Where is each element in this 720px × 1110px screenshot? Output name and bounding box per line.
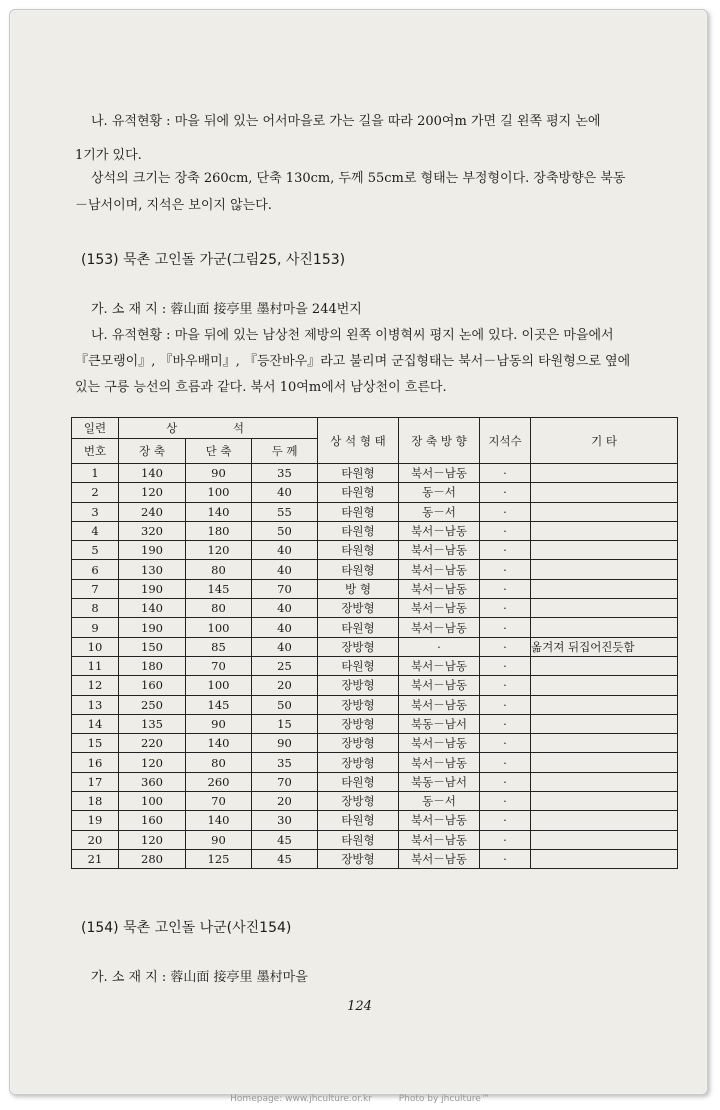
sec1-line3: 상석의 크기는 장축 260cm, 단축 130cm, 두께 55cm로 형태는 부정형이다. 장축방향은 북동 (91, 171, 626, 186)
sec1-line4: －남서이며, 지석은 보이지 않는다. (75, 198, 272, 213)
cell-short: 145 (186, 579, 252, 598)
heading-153: (153) 묵촌 고인돌 가군(그림25, 사진153) (81, 252, 346, 268)
header-support: 지석수 (480, 418, 531, 464)
cell-long: 360 (119, 772, 186, 791)
sec2-line3: 『큰모랭이』, 『바우배미』, 『등잔바우』라고 불리며 군집형태는 북서－남동의 타원형으로 옆에 (75, 354, 631, 369)
cell-shape: 장방형 (318, 676, 399, 695)
cell-shape: 장방형 (318, 753, 399, 772)
cell-support: · (480, 464, 531, 483)
cell-long: 140 (119, 599, 186, 618)
cell-long: 180 (119, 656, 186, 675)
cell-etc (531, 541, 678, 560)
cell-thick: 50 (252, 521, 318, 540)
cell-direction: 북서－남동 (399, 521, 480, 540)
cell-no: 6 (72, 560, 119, 579)
cell-thick: 40 (252, 637, 318, 656)
sec1-line2: 1기가 있다. (75, 148, 142, 163)
cell-long: 250 (119, 695, 186, 714)
cell-etc (531, 734, 678, 753)
cell-thick: 45 (252, 849, 318, 868)
cell-no: 12 (72, 676, 119, 695)
cell-direction: 북서－남동 (399, 560, 480, 579)
cell-long: 280 (119, 849, 186, 868)
cell-short: 90 (186, 830, 252, 849)
table-row (72, 541, 678, 560)
cell-long: 190 (119, 618, 186, 637)
page-number: 124 (347, 999, 372, 1014)
cell-support: · (480, 560, 531, 579)
cell-thick: 55 (252, 502, 318, 521)
cell-etc (531, 772, 678, 791)
cell-shape: 장방형 (318, 714, 399, 733)
cell-etc (531, 464, 678, 483)
cell-support: · (480, 734, 531, 753)
table-row (72, 676, 678, 695)
cell-thick: 30 (252, 811, 318, 830)
cell-etc (531, 811, 678, 830)
cell-direction: 북서－남동 (399, 656, 480, 675)
table-row (72, 483, 678, 502)
footer-homepage[interactable]: Homepage: www.jhculture.or.kr (230, 1094, 372, 1104)
cell-thick: 70 (252, 772, 318, 791)
cell-thick: 40 (252, 599, 318, 618)
cell-short: 145 (186, 695, 252, 714)
cell-etc: 옮겨져 뒤집어진듯함 (531, 637, 678, 656)
cell-no: 15 (72, 734, 119, 753)
cell-short: 140 (186, 502, 252, 521)
heading-154: (154) 묵촌 고인돌 나군(사진154) (81, 920, 292, 936)
cell-shape: 타원형 (318, 483, 399, 502)
cell-shape: 타원형 (318, 502, 399, 521)
cell-etc (531, 656, 678, 675)
cell-no: 9 (72, 618, 119, 637)
cell-shape: 장방형 (318, 695, 399, 714)
cell-etc (531, 618, 678, 637)
cell-thick: 35 (252, 464, 318, 483)
header-shape: 상 석 형 태 (318, 418, 399, 464)
table-row (72, 599, 678, 618)
cell-direction: 북동－남서 (399, 772, 480, 791)
cell-short: 85 (186, 637, 252, 656)
cell-short: 260 (186, 772, 252, 791)
footer-photo: Photo by jhculture™ (398, 1094, 490, 1104)
cell-long: 240 (119, 502, 186, 521)
cell-support: · (480, 792, 531, 811)
cell-support: · (480, 772, 531, 791)
cell-direction: 북서－남동 (399, 753, 480, 772)
header-etc: 기 타 (531, 418, 678, 464)
table-row (72, 695, 678, 714)
cell-shape: 장방형 (318, 792, 399, 811)
table-row (72, 560, 678, 579)
cell-short: 100 (186, 483, 252, 502)
sec2-line2: 나. 유적현황 : 마을 뒤에 있는 남상천 제방의 왼쪽 이병혁씨 평지 논에 있다. 이곳은 마을에서 (91, 328, 614, 343)
cell-short: 140 (186, 734, 252, 753)
cell-short: 125 (186, 849, 252, 868)
cell-no: 16 (72, 753, 119, 772)
cell-support: · (480, 656, 531, 675)
cell-no: 21 (72, 849, 119, 868)
dolmen-table (71, 417, 678, 869)
cell-thick: 25 (252, 656, 318, 675)
cell-short: 70 (186, 792, 252, 811)
footer (0, 1094, 720, 1104)
cell-shape: 타원형 (318, 772, 399, 791)
cell-short: 180 (186, 521, 252, 540)
cell-short: 120 (186, 541, 252, 560)
table-row (72, 734, 678, 753)
cell-short: 100 (186, 676, 252, 695)
table-row (72, 753, 678, 772)
cell-direction: 북서－남동 (399, 811, 480, 830)
cell-etc (531, 599, 678, 618)
cell-thick: 40 (252, 618, 318, 637)
cell-long: 120 (119, 830, 186, 849)
table-body (72, 464, 678, 869)
cell-direction: 북서－남동 (399, 579, 480, 598)
table-row (72, 579, 678, 598)
cell-etc (531, 714, 678, 733)
cell-shape: 장방형 (318, 734, 399, 753)
cell-direction: 북서－남동 (399, 830, 480, 849)
cell-etc (531, 521, 678, 540)
cell-etc (531, 753, 678, 772)
cell-direction: · (399, 637, 480, 656)
cell-no: 10 (72, 637, 119, 656)
cell-shape: 타원형 (318, 656, 399, 675)
cell-long: 130 (119, 560, 186, 579)
cell-long: 140 (119, 464, 186, 483)
cell-no: 17 (72, 772, 119, 791)
cell-etc (531, 502, 678, 521)
cell-direction: 북서－남동 (399, 695, 480, 714)
cell-direction: 동－서 (399, 483, 480, 502)
cell-shape: 타원형 (318, 618, 399, 637)
cell-no: 4 (72, 521, 119, 540)
header-long: 장 축 (119, 439, 186, 464)
cell-short: 140 (186, 811, 252, 830)
cell-support: · (480, 695, 531, 714)
cell-etc (531, 830, 678, 849)
table-header-row-1 (72, 418, 678, 439)
cell-shape: 장방형 (318, 849, 399, 868)
cell-no: 14 (72, 714, 119, 733)
cell-support: · (480, 830, 531, 849)
cell-thick: 40 (252, 541, 318, 560)
header-stone: 상 석 (119, 418, 318, 439)
cell-shape: 타원형 (318, 830, 399, 849)
table-row (72, 830, 678, 849)
table-row (72, 502, 678, 521)
cell-no: 3 (72, 502, 119, 521)
cell-etc (531, 676, 678, 695)
cell-long: 135 (119, 714, 186, 733)
cell-short: 100 (186, 618, 252, 637)
cell-thick: 20 (252, 792, 318, 811)
cell-support: · (480, 502, 531, 521)
cell-long: 100 (119, 792, 186, 811)
cell-no: 1 (72, 464, 119, 483)
header-short: 단 축 (186, 439, 252, 464)
cell-long: 220 (119, 734, 186, 753)
table-row (72, 618, 678, 637)
cell-shape: 타원형 (318, 560, 399, 579)
cell-support: · (480, 521, 531, 540)
cell-direction: 동－서 (399, 502, 480, 521)
table-row (72, 811, 678, 830)
cell-thick: 20 (252, 676, 318, 695)
cell-direction: 북서－남동 (399, 676, 480, 695)
cell-long: 120 (119, 753, 186, 772)
cell-no: 8 (72, 599, 119, 618)
cell-shape: 장방형 (318, 637, 399, 656)
cell-long: 150 (119, 637, 186, 656)
sec1-line1: 나. 유적현황 : 마을 뒤에 있는 어서마을로 가는 길을 따라 200여m 가면 길 왼쪽 평지 논에 (91, 114, 601, 129)
cell-thick: 45 (252, 830, 318, 849)
table-row (72, 792, 678, 811)
sec2-line1: 가. 소 재 지 : 蓉山面 接亭里 墨村마을 244번지 (91, 302, 362, 317)
header-thick: 두 께 (252, 439, 318, 464)
table-row (72, 521, 678, 540)
cell-etc (531, 849, 678, 868)
cell-short: 80 (186, 560, 252, 579)
cell-shape: 방 형 (318, 579, 399, 598)
cell-direction: 북서－남동 (399, 734, 480, 753)
cell-etc (531, 695, 678, 714)
cell-direction: 북서－남동 (399, 849, 480, 868)
cell-thick: 40 (252, 483, 318, 502)
cell-short: 70 (186, 656, 252, 675)
cell-short: 90 (186, 464, 252, 483)
cell-thick: 35 (252, 753, 318, 772)
header-direction: 장 축 방 향 (399, 418, 480, 464)
cell-shape: 타원형 (318, 541, 399, 560)
cell-support: · (480, 676, 531, 695)
cell-short: 80 (186, 599, 252, 618)
cell-shape: 장방형 (318, 599, 399, 618)
page-frame (9, 9, 708, 1095)
cell-support: · (480, 714, 531, 733)
cell-long: 320 (119, 521, 186, 540)
cell-short: 80 (186, 753, 252, 772)
cell-long: 160 (119, 676, 186, 695)
cell-etc (531, 560, 678, 579)
cell-long: 160 (119, 811, 186, 830)
cell-direction: 동－서 (399, 792, 480, 811)
cell-support: · (480, 849, 531, 868)
cell-no: 5 (72, 541, 119, 560)
document-page (11, 11, 706, 1093)
cell-no: 19 (72, 811, 119, 830)
table-row (72, 637, 678, 656)
cell-direction: 북서－남동 (399, 541, 480, 560)
cell-long: 190 (119, 579, 186, 598)
table-row (72, 714, 678, 733)
cell-etc (531, 792, 678, 811)
cell-support: · (480, 753, 531, 772)
table-row (72, 849, 678, 868)
cell-thick: 40 (252, 560, 318, 579)
cell-support: · (480, 811, 531, 830)
cell-thick: 90 (252, 734, 318, 753)
cell-direction: 북서－남동 (399, 599, 480, 618)
cell-support: · (480, 579, 531, 598)
cell-direction: 북서－남동 (399, 618, 480, 637)
cell-support: · (480, 541, 531, 560)
cell-support: · (480, 637, 531, 656)
cell-shape: 타원형 (318, 521, 399, 540)
cell-long: 190 (119, 541, 186, 560)
cell-no: 13 (72, 695, 119, 714)
cell-support: · (480, 618, 531, 637)
cell-support: · (480, 599, 531, 618)
sec2-line4: 있는 구릉 능선의 흐름과 같다. 북서 10여m에서 남상천이 흐른다. (75, 380, 447, 395)
cell-thick: 50 (252, 695, 318, 714)
cell-no: 20 (72, 830, 119, 849)
cell-no: 18 (72, 792, 119, 811)
table-row (72, 772, 678, 791)
table-row (72, 464, 678, 483)
cell-shape: 타원형 (318, 464, 399, 483)
cell-support: · (480, 483, 531, 502)
cell-short: 90 (186, 714, 252, 733)
cell-etc (531, 483, 678, 502)
cell-thick: 15 (252, 714, 318, 733)
cell-long: 120 (119, 483, 186, 502)
cell-etc (531, 579, 678, 598)
cell-no: 7 (72, 579, 119, 598)
sec3-line1: 가. 소 재 지 : 蓉山面 接亭里 墨村마을 (91, 970, 308, 985)
cell-thick: 70 (252, 579, 318, 598)
header-no-top: 일련 (72, 418, 119, 439)
cell-no: 2 (72, 483, 119, 502)
cell-shape: 타원형 (318, 811, 399, 830)
cell-direction: 북서－남동 (399, 464, 480, 483)
table-row (72, 656, 678, 675)
header-no-bottom: 번호 (72, 439, 119, 464)
cell-direction: 북동－남서 (399, 714, 480, 733)
cell-no: 11 (72, 656, 119, 675)
